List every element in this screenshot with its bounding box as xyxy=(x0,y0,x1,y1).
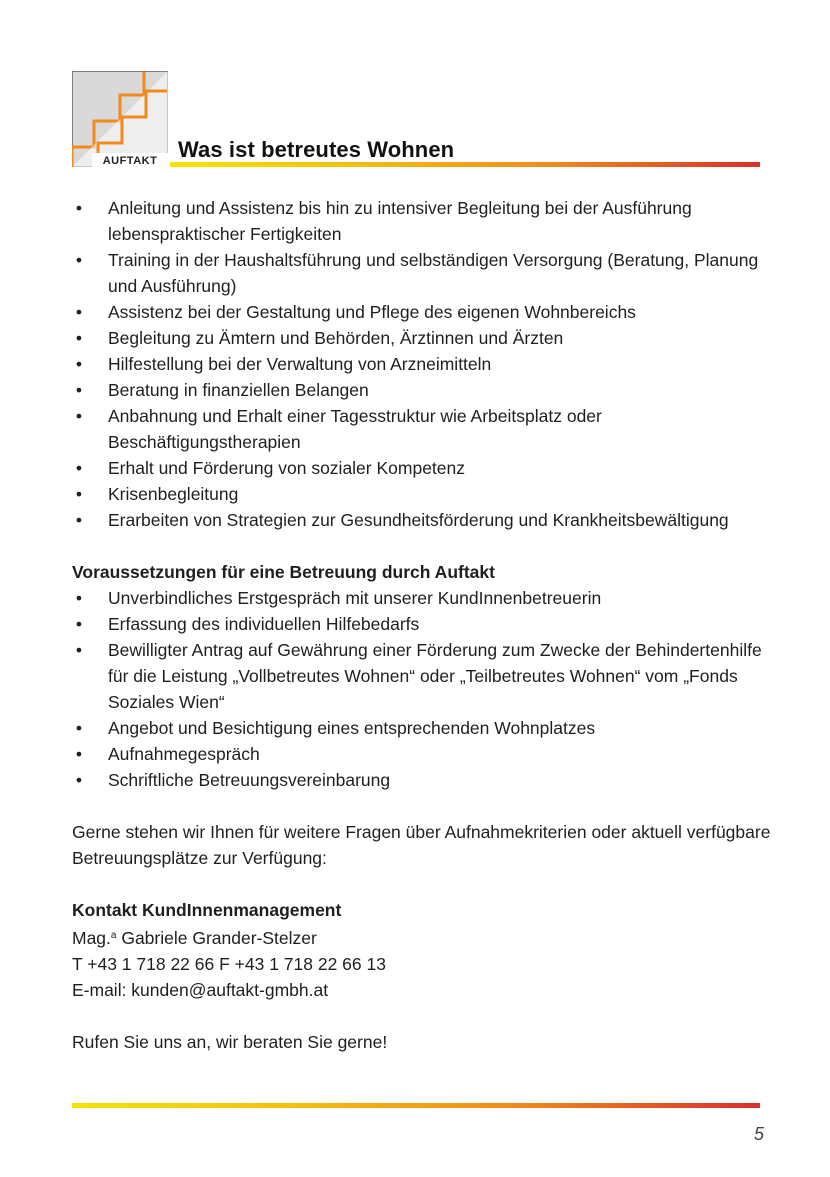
bullet-icon: • xyxy=(75,458,83,478)
list-item: • Beratung in finanziellen Belangen xyxy=(72,377,772,403)
bullet-icon: • xyxy=(75,328,83,348)
bullet-icon: • xyxy=(75,614,83,634)
contact-email[interactable]: E-mail: kunden@auftakt-gmbh.at xyxy=(72,980,329,1000)
bullet-icon: • xyxy=(75,380,83,400)
service-list xyxy=(72,195,772,533)
list-item: • Schriftliche Betreuungsvereinbarung xyxy=(72,767,772,793)
list-item: • Erhalt und Förderung von sozialer Kompetenz xyxy=(72,455,772,481)
bullet-icon: • xyxy=(75,510,83,530)
bullet-icon: • xyxy=(75,718,83,738)
list-item: • Krisenbegleitung xyxy=(72,481,772,507)
page-title: Was ist betreutes Wohnen xyxy=(178,137,455,162)
bullet-icon: • xyxy=(75,302,83,322)
bullet-icon: • xyxy=(75,640,83,660)
list-item: • Erfassung des individuellen Hilfebedarfs xyxy=(72,611,772,637)
bullet-icon: • xyxy=(75,198,83,218)
bullet-icon: • xyxy=(75,588,83,608)
contact-phone: T +43 1 718 22 66 F +43 1 718 22 66 13 xyxy=(72,954,386,974)
main-content xyxy=(72,195,772,1055)
list-item: • Hilfestellung bei der Verwaltung von Arzneimitteln xyxy=(72,351,772,377)
list-item: • Training in der Haushaltsführung und selbständigen Versorgung (Beratung, Planung und Ausführung) xyxy=(72,247,772,299)
page-number: 5 xyxy=(753,1124,764,1144)
list-item: • Assistenz bei der Gestaltung und Pflege des eigenen Wohnbereichs xyxy=(72,299,772,325)
list-item: • Anleitung und Assistenz bis hin zu intensiver Begleitung bei der Ausführung lebenspraktischer Fertigkeiten xyxy=(72,195,772,247)
list-item: • Erarbeiten von Strategien zur Gesundheitsförderung und Krankheitsbewältigung xyxy=(72,507,772,533)
list-item: • Bewilligter Antrag auf Gewährung einer Förderung zum Zwecke der Behindertenhilfe für die Leistung „Vollbetreutes Wohnen“ oder „Teilbetreutes Wohnen“ vom „Fonds Soziales Wien“ xyxy=(72,637,772,715)
logo-wordmark: AUFTAKT xyxy=(102,155,158,167)
closing-paragraph: Gerne stehen wir Ihnen für weitere Fragen über Aufnahmekriterien oder aktuell verfügbare Betreuungsplätze zur Verfügung: xyxy=(72,822,771,868)
bullet-icon: • xyxy=(75,770,83,790)
contact-block xyxy=(72,897,772,1003)
list-item: • Angebot und Besichtigung eines entsprechenden Wohnplatzes xyxy=(72,715,772,741)
title-underline xyxy=(170,162,760,167)
bullet-icon: • xyxy=(75,484,83,504)
footer-divider xyxy=(72,1103,760,1108)
bullet-icon: • xyxy=(75,354,83,374)
requirements-heading: Voraussetzungen für eine Betreuung durch Auftakt xyxy=(72,562,495,582)
contact-heading: Kontakt KundInnenmanagement xyxy=(72,900,342,920)
bullet-icon: • xyxy=(75,744,83,764)
list-item: • Unverbindliches Erstgespräch mit unserer KundInnenbetreuerin xyxy=(72,585,772,611)
sign-off: Rufen Sie uns an, wir beraten Sie gerne! xyxy=(72,1032,388,1052)
bullet-icon: • xyxy=(75,406,83,426)
auftakt-logo xyxy=(72,71,168,167)
bullet-icon: • xyxy=(75,250,83,270)
list-item: • Anbahnung und Erhalt einer Tagesstruktur wie Arbeitsplatz oder Beschäftigungstherapien xyxy=(72,403,772,455)
contact-name: Mag.$^a$ Gabriele Grander-Stelzer xyxy=(72,928,317,948)
requirements-list xyxy=(72,585,772,793)
list-item: • Aufnahmegespräch xyxy=(72,741,772,767)
list-item: • Begleitung zu Ämtern und Behörden, Ärztinnen und Ärzten xyxy=(72,325,772,351)
